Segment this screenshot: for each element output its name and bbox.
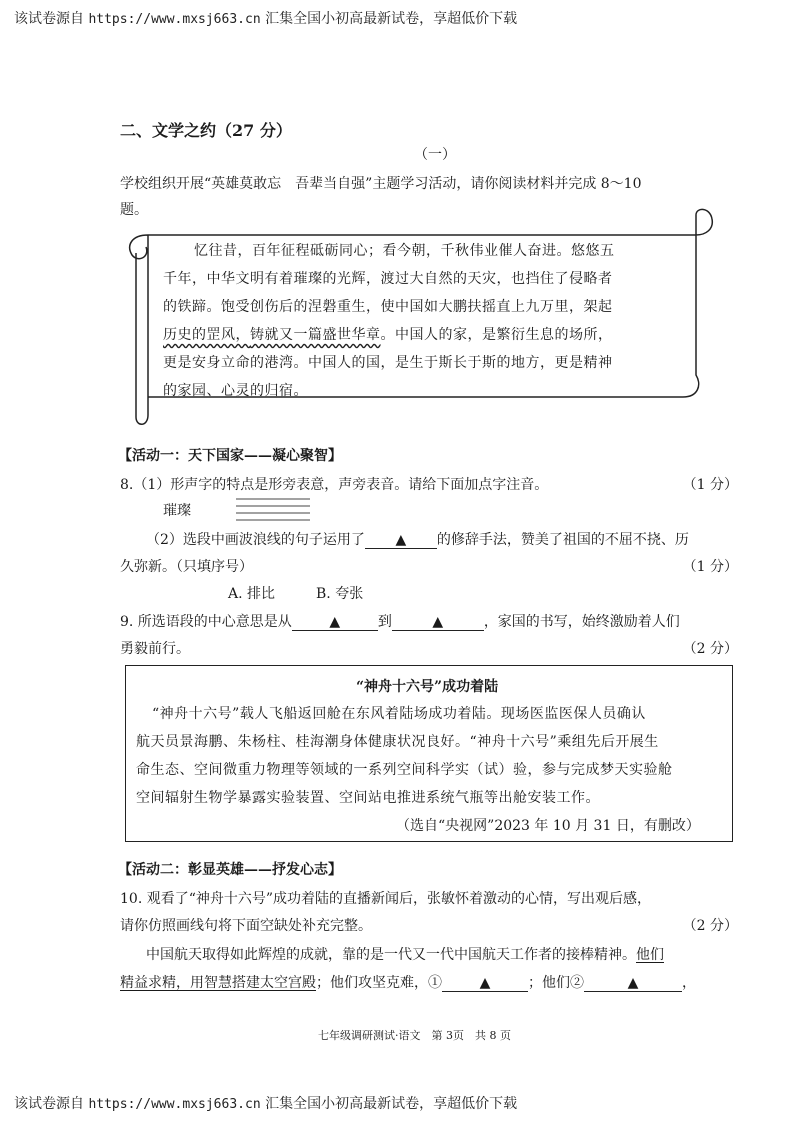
q8-line-3: 久弥新。（只填序号） — [120, 559, 253, 575]
q10-para-line-1 — [146, 944, 664, 964]
activity-1-title: 【活动一：天下国家——凝心聚智】 — [118, 448, 342, 464]
banner-url[interactable]: https://www.mxsj663.cn — [88, 1097, 261, 1112]
q8-option-a: A. 排比 — [228, 586, 276, 602]
blank-triangle-icon: ▲ — [479, 975, 491, 991]
news-line-1: “神舟十六号”载人飞船返回舱在东风着陆场成功着陆。现场医监医保人员确认 — [152, 706, 646, 722]
news-source: （选自“央视网”2023 年 10 月 31 日，有删改） — [396, 818, 700, 834]
part-label: （一） — [414, 147, 456, 163]
news-line-3: 命生态、空间微重力物理等领域的一系列空间科学实（试）验，参与完成梦天实验舱 — [136, 762, 673, 778]
q10-para-line-2 — [120, 972, 696, 992]
q9-line-1-start: 9. 所选语段的中心意思是从 — [120, 614, 292, 630]
passage-line-3: 的铁蹄。饱受创伤后的涅磐重生，使中国如大鹏扶摇直上九万里，架起 — [163, 299, 613, 315]
q8-line-1: 8.（1）形声字的特点是形旁表意，声旁表音。请给下面加点字注音。 — [120, 477, 549, 493]
q9-score: （2 分） — [682, 641, 738, 657]
q10-answer-blank-2[interactable] — [584, 975, 682, 992]
banner-suffix: 汇集全国小初高最新试卷，享超低价下载 — [265, 11, 518, 27]
wavy-sentence-part-2: 铸就又一篇盛世华章 — [250, 327, 381, 343]
passage-line-1: 忆往昔，百年征程砥砺同心；看今朝，千秋伟业催人奋进。悠悠五 — [194, 243, 615, 259]
q8-word: 璀璨 — [163, 503, 191, 519]
passage-line-4-rest: 。中国人的家，是繁衍生息的场所， — [380, 327, 613, 343]
wavy-sentence-part-1: 历史的罡风， — [163, 327, 250, 343]
news-title: “神舟十六号”成功着陆 — [356, 679, 499, 695]
banner-url[interactable]: https://www.mxsj663.cn — [88, 12, 261, 27]
intro-line-1: 学校组织开展“英雄莫敢忘 吾辈当自强”主题学习活动，请你阅读材料并完成 8～10 — [120, 176, 642, 192]
footer-banner — [14, 1093, 517, 1113]
q10-line-2: 请你仿照画线句将下面空缺处补充完整。 — [120, 918, 372, 934]
banner-prefix: 该试卷源自 — [14, 11, 84, 27]
blank-triangle-icon: ▲ — [395, 532, 407, 548]
q10-line-1: 10. 观看了“神舟十六号”成功着陆的直播新闻后，张敏怀着激动的心情，写出观后感， — [120, 891, 652, 907]
blank-triangle-icon: ▲ — [432, 614, 444, 630]
q9-line-1-end: ，家国的书写，始终激励着人们 — [483, 614, 680, 630]
q9-answer-blank-1[interactable] — [292, 614, 378, 631]
q9-line-2: 勇毅前行。 — [120, 641, 190, 657]
q9-answer-blank-2[interactable] — [392, 614, 484, 631]
q8-line-2 — [146, 529, 689, 549]
q10-clause-2: ；他们② — [528, 975, 584, 991]
q10-answer-blank-1[interactable] — [442, 975, 528, 992]
activity-2-title: 【活动二：彰显英雄——抒发心志】 — [118, 862, 342, 878]
q9-line-1-mid: 到 — [377, 614, 392, 630]
passage-line-5: 更是安身立命的港湾。中国人的国，是生于斯长于斯的地方，更是精神 — [163, 355, 613, 371]
page-footer: 七年级调研测试·语文 第 3页 共 8 页 — [318, 1029, 511, 1042]
header-banner — [14, 8, 517, 28]
q8-line-2-start: （2）选段中画波浪线的句子运用了 — [146, 532, 365, 548]
q8-option-b: B. 夸张 — [316, 586, 364, 602]
passage-line-6: 的家园、心灵的归宿。 — [163, 383, 308, 399]
q10-underlined-sentence: 精益求精，用智慧搭建太空宫殿 — [120, 975, 316, 991]
news-line-4: 空间辐射生物学暴露实验装置、空间站电推进系统气瓶等出舱安装工作。 — [136, 790, 600, 806]
q10-underlined-start: 他们 — [636, 947, 664, 963]
passage-line-2: 千年，中华文明有着璀璨的光辉，渡过大自然的天灾，也挡住了侵略者 — [163, 271, 613, 287]
q8-answer-blank[interactable] — [365, 532, 437, 549]
q8-line-2-end: 的修辞手法，赞美了祖国的不屈不挠、历 — [436, 532, 689, 548]
blank-triangle-icon: ▲ — [627, 975, 639, 991]
banner-suffix: 汇集全国小初高最新试卷，享超低价下载 — [265, 1096, 518, 1112]
pinyin-writing-lines[interactable] — [236, 496, 310, 524]
intro-line-2: 题。 — [120, 202, 148, 218]
q8-score-2: （1 分） — [682, 559, 738, 575]
banner-prefix: 该试卷源自 — [14, 1096, 84, 1112]
q8-score-1: （1 分） — [682, 477, 738, 493]
q9-line-1 — [120, 611, 680, 631]
section-title: 二、文学之约（27 分） — [120, 121, 292, 140]
q10-clause-1: ；他们攻坚克难，① — [316, 975, 442, 991]
q10-para-line-1-text: 中国航天取得如此辉煌的成就，靠的是一代又一代中国航天工作者的接棒精神。 — [146, 947, 636, 963]
q10-score: （2 分） — [682, 918, 738, 934]
q10-clause-end: ， — [682, 975, 696, 991]
passage-line-4 — [163, 324, 613, 344]
blank-triangle-icon: ▲ — [329, 614, 341, 630]
news-line-2: 航天员景海鹏、朱杨柱、桂海潮身体健康状况良好。“神舟十六号”乘组先后开展生 — [136, 734, 659, 750]
